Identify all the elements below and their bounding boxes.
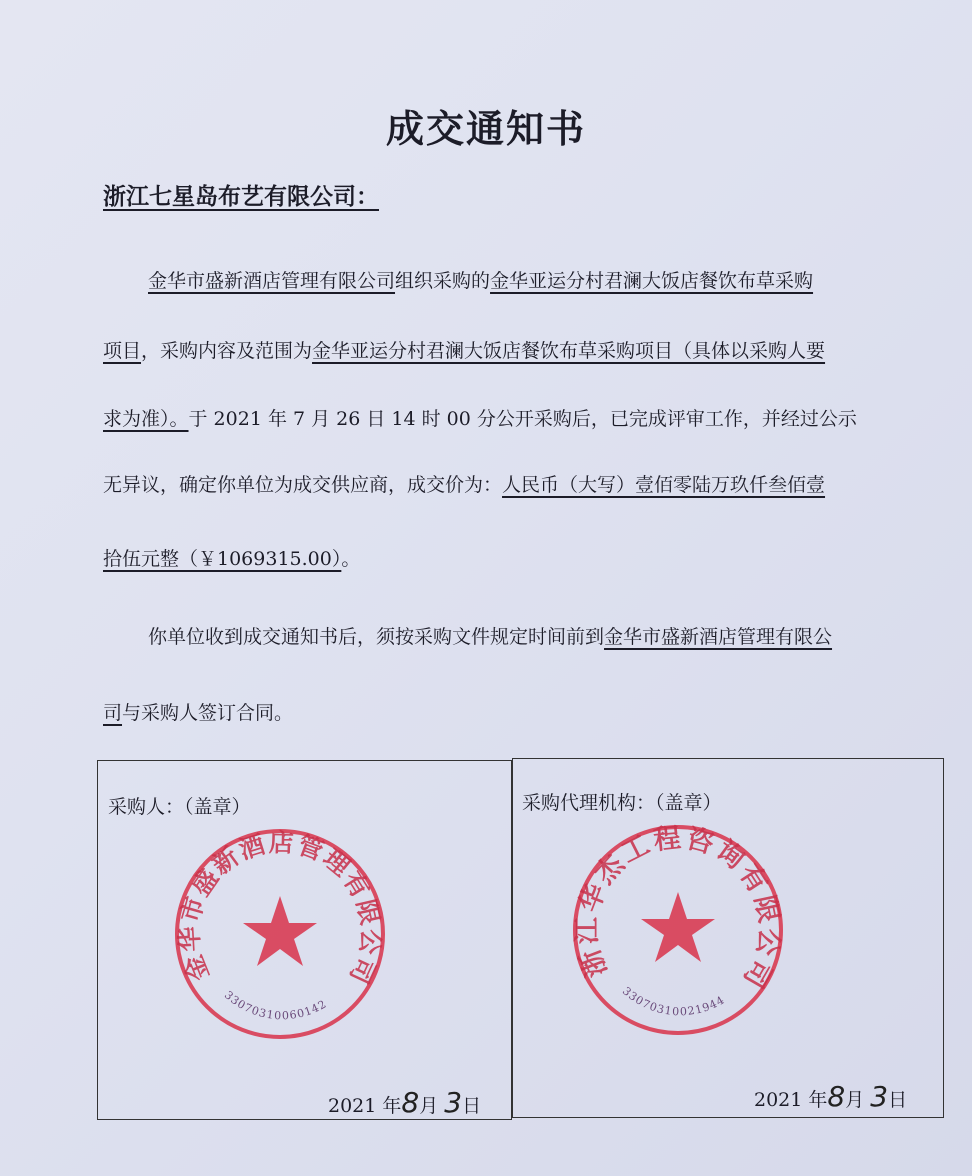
purchaser-date: 2021 年8月 3日 (328, 1086, 482, 1119)
agency-seal (570, 822, 786, 1038)
page-title: 成交通知书 (385, 106, 586, 151)
text: 你单位收到成交通知书后，须按采购文件规定时间前到 (148, 626, 605, 648)
text: 于 2021 年 7 月 26 日 14 时 00 分公开采购后，已完成评审工作，并经过公示 (188, 408, 857, 430)
text: 组织采购的 (395, 270, 491, 292)
paragraph1-line2 (103, 336, 825, 363)
handwritten-month: 8 (827, 1080, 846, 1113)
project-name-cont: 项目 (103, 340, 142, 362)
purchaser-name: 金华市盛新酒店管理有限公司 (148, 270, 396, 292)
purchaser-name-cont: 司 (103, 702, 123, 724)
text: 。 (341, 548, 361, 570)
paragraph1-line5 (103, 544, 360, 571)
svg-text:浙江华杰工程咨询有限公司: 浙江华杰工程咨询有限公司 (571, 822, 786, 996)
star-icon (641, 892, 715, 962)
scope-cont: 求为准）。 (103, 408, 189, 430)
handwritten-day: 3 (444, 1086, 463, 1119)
handwritten-month: 8 (401, 1086, 420, 1119)
text: 与采购人签订合同。 (122, 702, 294, 724)
text: 无异议，确定你单位为成交供应商，成交价为： (103, 474, 503, 496)
purchaser-name: 金华市盛新酒店管理有限公 (604, 626, 833, 648)
price-amount: 拾伍元整（￥1069315.00） (103, 548, 342, 570)
purchaser-label: 采购人：（盖章） (108, 796, 251, 818)
recipient: 浙江七星岛布艺有限公司： (103, 183, 379, 210)
paragraph1-line1 (148, 266, 813, 293)
text: ，采购内容及范围为 (141, 340, 313, 362)
svg-text:33070310021944: 33070310021944 (619, 984, 728, 1019)
project-name: 金华亚运分村君澜大饭店餐饮布草采购 (490, 270, 814, 292)
svg-text:金华市盛新酒店管理有限公司: 金华市盛新酒店管理有限公司 (174, 827, 386, 990)
handwritten-day: 3 (870, 1080, 889, 1113)
purchaser-seal (172, 826, 388, 1042)
price-words: 人民币（大写）壹佰零陆万玖仟叁佰壹 (502, 474, 826, 496)
paragraph2-line2 (103, 698, 293, 725)
agency-label: 采购代理机构：（盖章） (522, 792, 722, 814)
paragraph2-line1 (148, 622, 832, 649)
scope: 金华亚运分村君澜大饭店餐饮布草采购项目（具体以采购人要 (312, 340, 826, 362)
svg-text:33070310060142: 33070310060142 (221, 988, 330, 1023)
paragraph1-line4 (103, 470, 825, 497)
star-icon (243, 896, 317, 966)
agency-date: 2021 年8月 3日 (754, 1080, 908, 1113)
paragraph1-line3 (103, 404, 857, 431)
